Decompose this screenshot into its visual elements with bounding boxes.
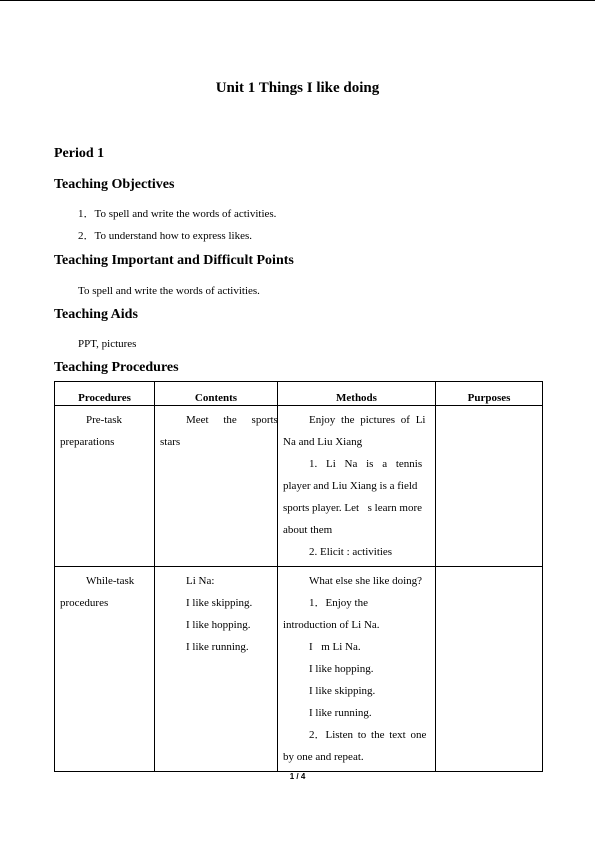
cell-procedures bbox=[55, 406, 155, 567]
cell-line: I like hopping. bbox=[186, 619, 251, 631]
cell-line: What else she like doing? bbox=[309, 575, 423, 587]
table-header-row bbox=[55, 382, 543, 406]
cell-line: 1．Enjoy the bbox=[309, 597, 368, 609]
cell-methods bbox=[278, 406, 436, 567]
cell-methods bbox=[278, 567, 436, 772]
cell-line: Pre-task bbox=[86, 414, 123, 426]
cell-line: about them bbox=[283, 524, 333, 536]
header-methods: Methods bbox=[278, 382, 436, 406]
cell-contents bbox=[155, 567, 278, 772]
header-purposes: Purposes bbox=[436, 382, 543, 406]
page-number: 1 / 4 bbox=[289, 772, 306, 781]
cell-line: While-task bbox=[86, 575, 135, 587]
objective-item: 1．To spell and write the words of activities. bbox=[78, 208, 277, 220]
cell-line: preparations bbox=[60, 436, 115, 448]
cell-line: Enjoy the pictures of Li bbox=[309, 414, 426, 426]
cell-line: Na and Liu Xiang bbox=[283, 436, 363, 448]
cell-line: Li Na: bbox=[186, 575, 215, 587]
procedures-heading: Teaching Procedures bbox=[54, 360, 179, 375]
cell-purposes bbox=[436, 406, 543, 567]
table-row bbox=[55, 567, 543, 772]
cell-line: I like running. bbox=[186, 641, 249, 653]
document-title: Unit 1 Things I like doing bbox=[215, 80, 380, 96]
points-text: To spell and write the words of activities. bbox=[78, 285, 260, 297]
aids-text: PPT, pictures bbox=[78, 338, 137, 350]
cell-contents bbox=[155, 406, 278, 567]
cell-line: I like running. bbox=[309, 707, 372, 719]
cell-line: procedures bbox=[60, 597, 109, 609]
period-heading: Period 1 bbox=[54, 146, 105, 161]
cell-line: stars bbox=[160, 436, 181, 448]
objectives-heading: Teaching Objectives bbox=[54, 177, 175, 192]
objective-item: 2．To understand how to express likes. bbox=[78, 230, 252, 242]
aids-heading: Teaching Aids bbox=[54, 307, 138, 322]
header-contents: Contents bbox=[155, 382, 278, 406]
cell-procedures bbox=[55, 567, 155, 772]
table-row bbox=[55, 406, 543, 567]
top-rule bbox=[0, 0, 595, 1]
cell-line: I m Li Na. bbox=[309, 641, 361, 653]
cell-line: 1. Li Na is a tennis bbox=[309, 458, 423, 470]
header-procedures: Procedures bbox=[55, 382, 155, 406]
points-heading: Teaching Important and Difficult Points bbox=[54, 253, 294, 268]
procedures-table bbox=[54, 381, 543, 772]
cell-line: sports player. Let s learn more bbox=[283, 502, 422, 514]
cell-line: player and Liu Xiang is a field bbox=[283, 480, 418, 492]
cell-line: I like skipping. bbox=[309, 685, 376, 697]
cell-line: Meet the sports bbox=[186, 414, 278, 426]
cell-line: I like skipping. bbox=[186, 597, 253, 609]
cell-line: I like hopping. bbox=[309, 663, 374, 675]
cell-line: by one and repeat. bbox=[283, 751, 364, 763]
cell-purposes bbox=[436, 567, 543, 772]
cell-line: introduction of Li Na. bbox=[283, 619, 380, 631]
cell-line: 2．Listen to the text one bbox=[309, 729, 427, 741]
cell-line: 2. Elicit : activities bbox=[309, 546, 393, 558]
